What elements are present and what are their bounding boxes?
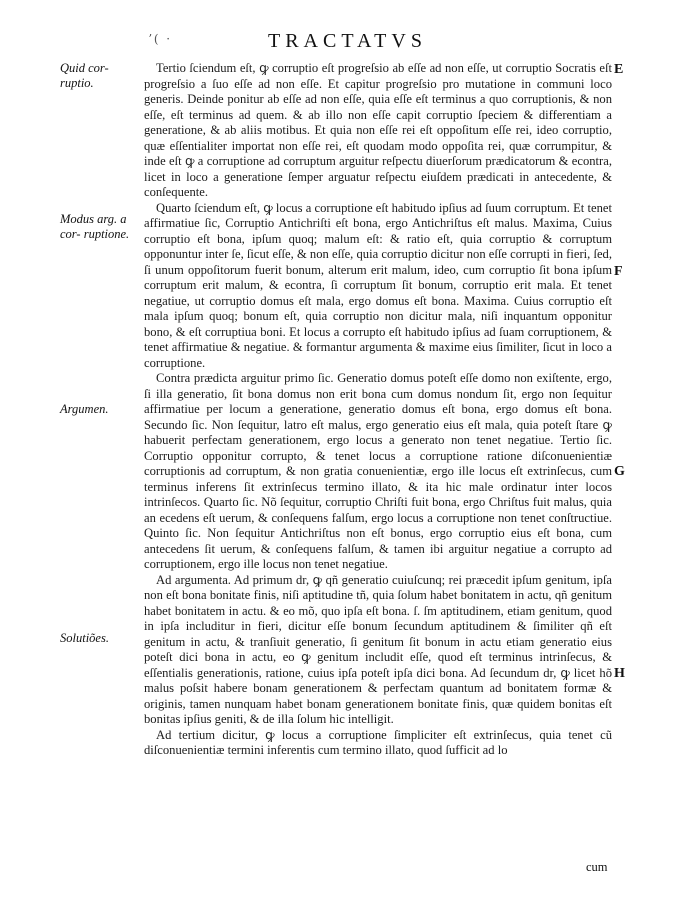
main-text-column — [144, 61, 612, 759]
margin-note-argumen: Argumen. — [60, 402, 109, 416]
paragraph-quarto: Quarto ſciendum eſt, ꝙ locus a corruptione eſt habitudo ipſius ad ſuum corruptum. Et tenet affirmatiue ſic, Corruptio Antichriſti eſt bona, ergo Antichriſtus eſt malus. Maxima, Cuius corruptio eſt bona, ipſum quoq; malum eſt: & ratio eſt, quia corruptio & corruptum opponuntur inter ſe, ſicut eſſe, & non eſſe, quia corruptio dicitur non eſſe corrupti in fieri, ſed, ſi unum oppoſitorum fuerit bonum, alterum erit malum, ideo, cum corruptio ſit bona ipſum corruptum erit malum, & econtra, ſi corruptum ſit bonum, corruptio erit mala. Et tenet negatiue, ut corruptio domus eſt mala, ergo domus eſt bona. Maxima. Cuius corruptio eſt mala ipſum quoq; bonum eſt, quia corruptio non dicitur mala, niſi inquantum opponitur bono, & eſt corruptiua boni. Et locus a corrupto eſt habitudo ipſius ad ſuam corruptionem, & tenet affirmatiue & negatiue. & formantur argumenta & maxime eius ſimiliter, ſicut in loco a corruptione. — [144, 200, 612, 370]
paragraph-tertio: Tertio ſciendum eſt, ꝙ corruptio eſt progreſsio ab eſſe ad non eſſe, ut corruptio Socratis eſt progreſsio a ſuo eſſe ad non eſſe. Et capitur progreſsio pro mutatione in communi loco generis. Deinde ponitur ab eſſe ad non eſſe, quia eſſe eſt terminus a quo corruptionis, & non eſſe, eſt terminus ad quem. & ab illo non eſſe capit corruptio ſpeciem & differentiam a generatione, & ab aliis motibus. Et quia non eſſe rei eſt oppoſitum eſſe rei, ideo corruptio, quæ eſſentialiter importat non eſſe rei, eſt quodam modo oppoſita rei, quæ corrumpitur, & inde eſt ꝙ a corruptione ad corruptum arguitur reſpectu diuerſorum prædicatorum & econtra, licet in loco a generatione ſemper arguatur reſpectu eiuſdem prædicati in antecedente, & conſequente. — [144, 61, 612, 199]
margin-note-solutiones: Solutiões. — [60, 631, 109, 645]
paragraph-ad-tertium: Ad tertium dicitur, ꝙ locus a corruptione ſimpliciter eſt extrinſecus, quia tenet cũ diſconuenientiæ termini inferentis cum termino illato, quod ſufficit ad lo — [144, 727, 612, 757]
paragraph-ad-argumenta: Ad argumenta. Ad primum dr, ꝙ qñ generatio cuiuſcunq; rei præcedit ipſum genitum, ipſa non eſt bona bonitate finis, niſi aptitudine tñ, quia ſolum habet bonitatem in actu, qñ genitum habet bonitatem in actu. & eo mõ, quo ipſa eſt bona. ſ. ſm aptitudinem, etiam genitum, quod in ipſa includitur in fieri, dicitur eſſe bonum ſecundum aptitudinem & ſimiliter qñ eſt genitum in actu, & tranſiuit generatio, ſi genitum ſit bonum in actu etiam generatio eius poteſt dici bona in actu, eo ꝙ genitum includit eſſe, quod eſt terminus intrinſecus, & eſſentialis generationis, ratione, cuius ipſa poteſt ipſa dici bona. Ad ſecundum dr, ꝙ licet hõ malus poſsit habere bonam generationem & perfectam quantum ad bonitatem formæ & originis, tamen nunquam habet bonam generationem bonitate finis, quæ quidem bonitas eſt bonitas ipſius geniti, & de illa ſolum hic intelligit. — [144, 572, 612, 726]
paragraph-contra: Contra prædicta arguitur primo ſic. Generatio domus poteſt eſſe domo non exiſtente, ergo, ſi illa generatio, ſit bona domus non erit bona cum domus nondum ſit, ergo non ſequitur affirmatiue per locum a generatione, generatio domus eſt bona, ergo domus eſt bona. Secundo ſic. Non ſequitur, latro eſt malus, ergo generatio eius eſt mala, quia poteſt ſtare ꝙ habuerit perfectam generationem, ergo locus a generato non tenet negatiue. Tertio ſic. Corruptio opponitur corrupto, & tenet locus a corruptione ratione diſconuenientiæ corruptionis ad corruptum, & non gratia conuenientiæ, ergo ille locus eſt extrinſecus, cum terminus inferens ſit extrinſecus termino illato, & ita hic male ordinatur inter locos intrinſecos. Quarto ſic. Nõ ſequitur, corruptio Chriſti fuit bona, ergo Chriſtus fuit malus, quia an ecedens eſt uerum, & conſequens falſum, ergo locus a corruptione non tenet conſtructiue. Quinto ſic. Non ſequitur Antichriſtus non eſt bonus, ergo corruptio eius eſt bona, cum antecedens ſit uerum, & conſequens falſum, & tamen ibi arguitur negatiue a corrupto ad corruptionem, ergo ille locus non tenet negatiue. — [144, 371, 612, 571]
side-letter-e: E — [614, 62, 624, 77]
catchword: cum — [586, 860, 608, 874]
running-title: TRACTATVS — [268, 30, 427, 52]
side-letter-g: G — [614, 464, 625, 479]
margin-note-modus-arg: Modus arg. a cor- ruptione. — [60, 212, 130, 241]
margin-note-quid-corruptio: Quid cor- ruptio. — [60, 61, 109, 90]
corner-mark: ʼ( · — [148, 32, 173, 46]
side-letter-f: F — [614, 264, 623, 279]
side-letter-h: H — [614, 666, 625, 681]
